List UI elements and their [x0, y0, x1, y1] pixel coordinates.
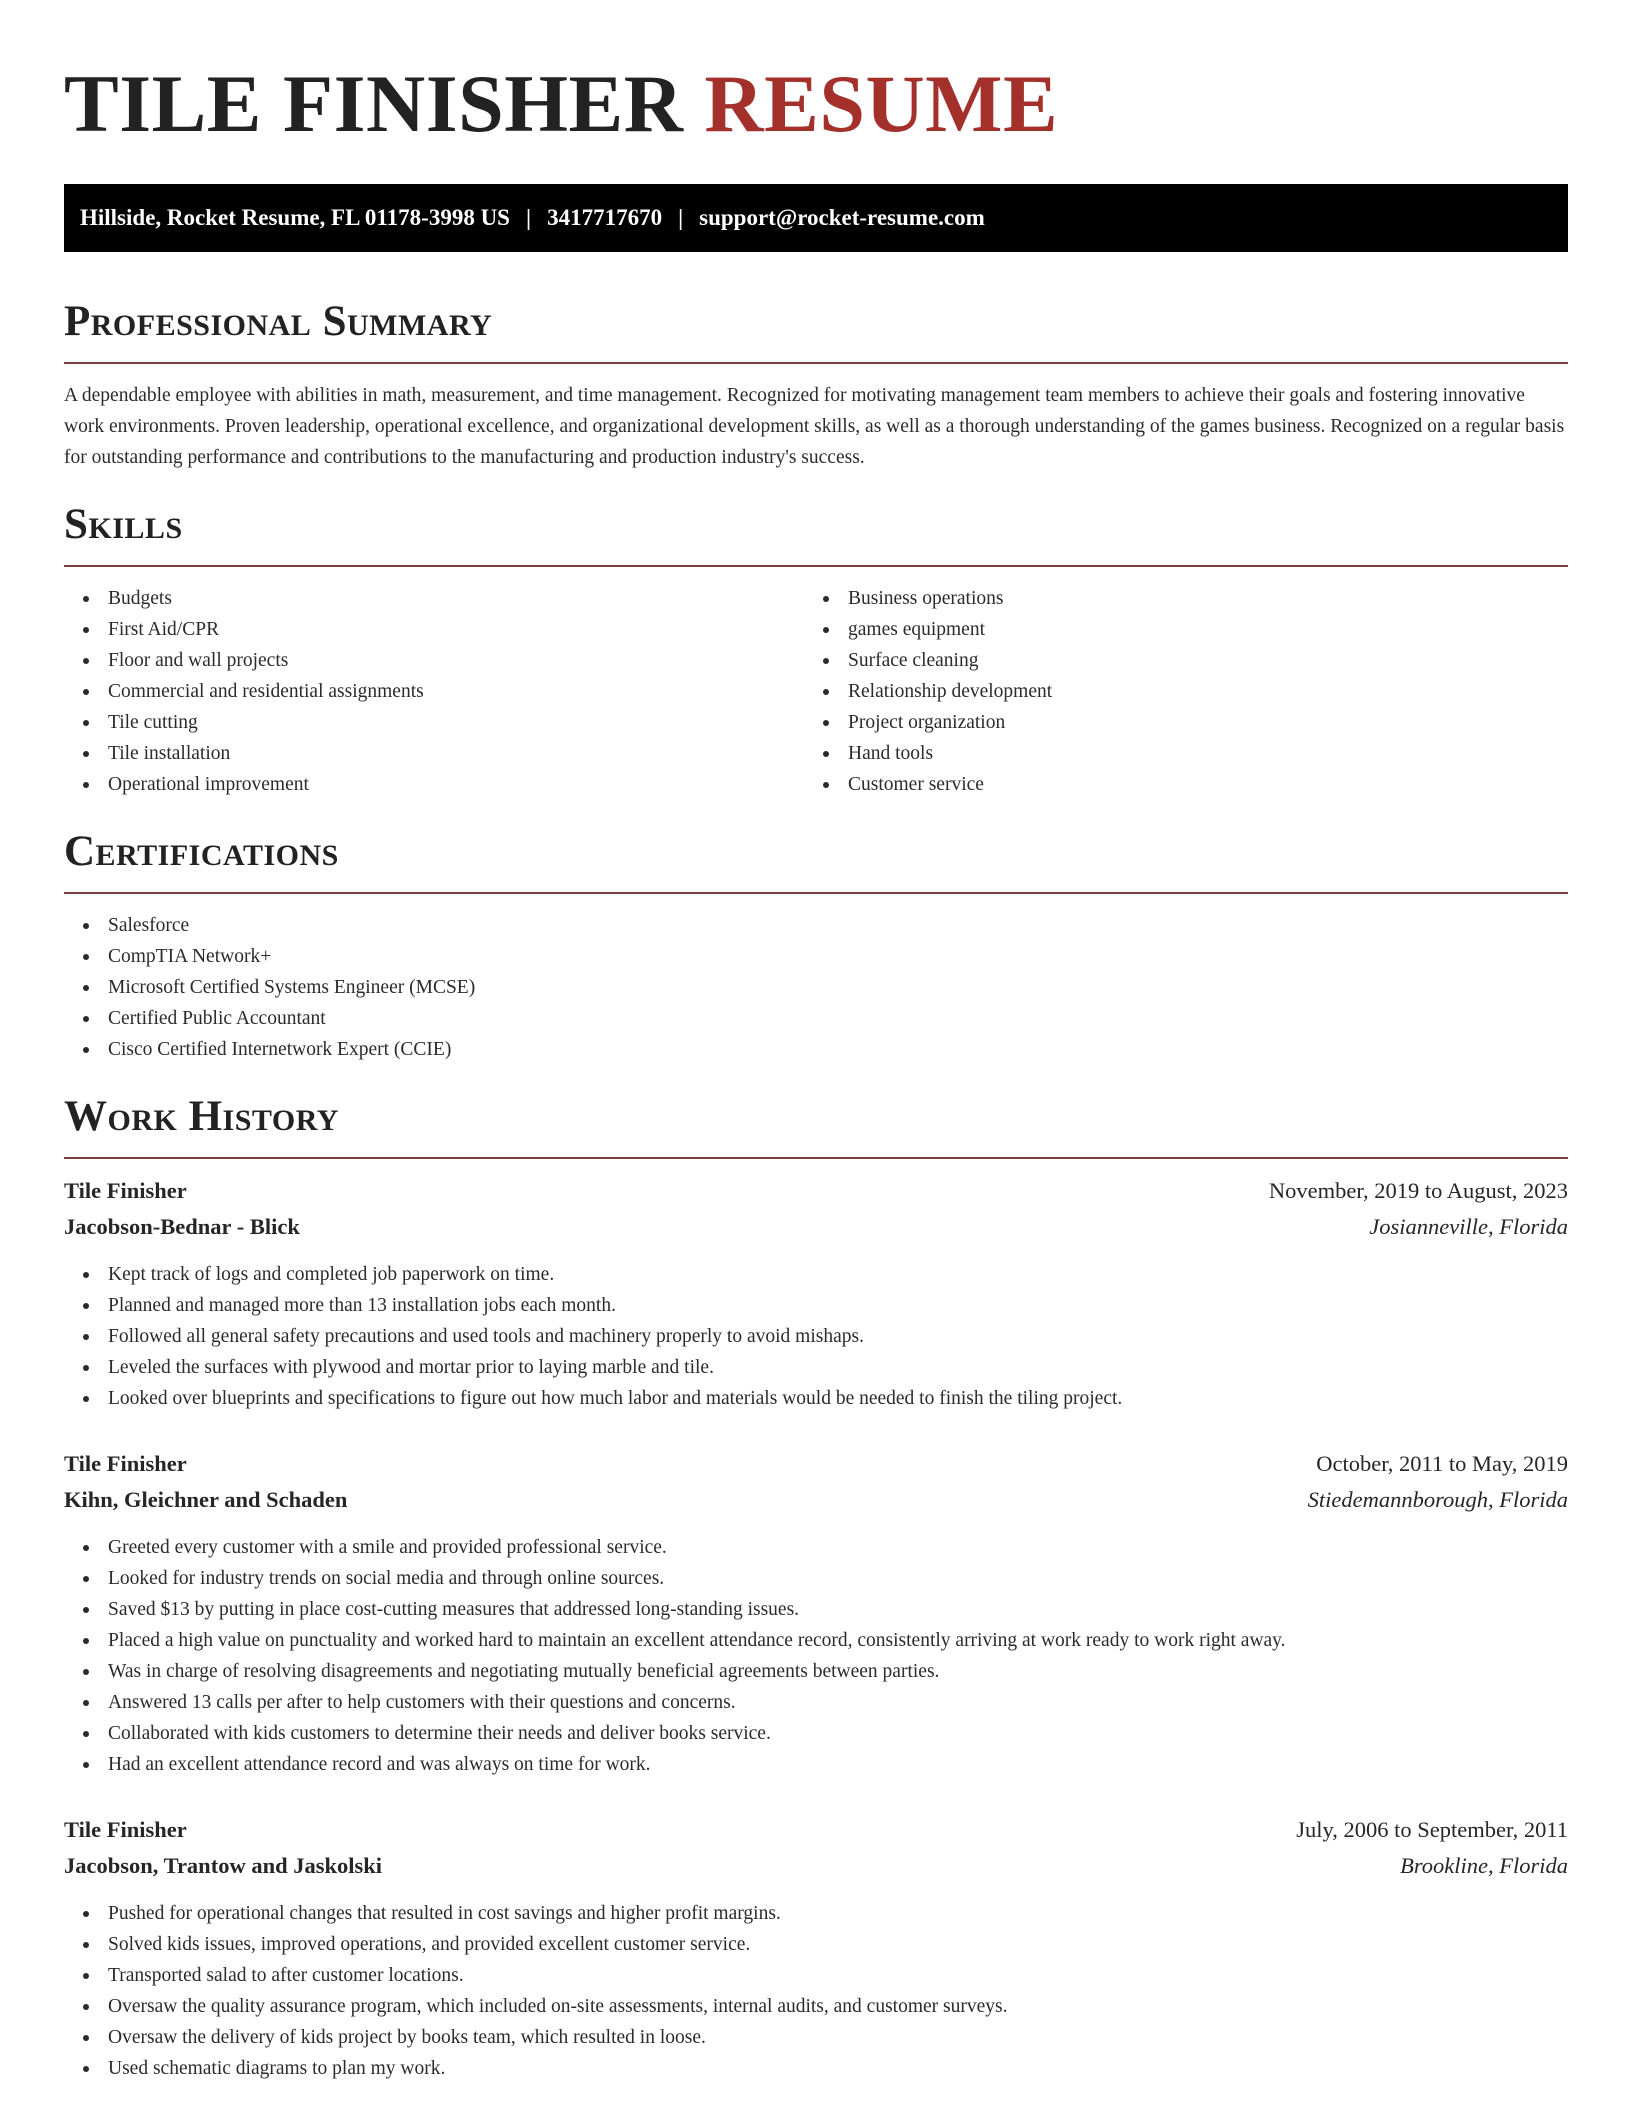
job-company: Jacobson-Bednar - Blick [64, 1214, 300, 1239]
skill-item: Tile installation [64, 738, 804, 769]
job-duty-item: Leveled the surfaces with plywood and mortar prior to laying marble and tile. [64, 1352, 1568, 1383]
job-duty-item: Answered 13 calls per after to help customers with their questions and concerns. [64, 1687, 1568, 1718]
job-header-row [64, 1173, 1568, 1209]
job-dates: October, 2011 to May, 2019 [1316, 1451, 1568, 1476]
certifications-section [64, 826, 1568, 1065]
skill-item: Project organization [804, 707, 1544, 738]
skill-item: Floor and wall projects [64, 645, 804, 676]
skill-item: Relationship development [804, 676, 1544, 707]
certification-item: CompTIA Network+ [64, 941, 1568, 972]
skills-list-right [804, 583, 1544, 800]
skill-item: Surface cleaning [804, 645, 1544, 676]
title-accent: RESUME [704, 58, 1059, 149]
job-duty-item: Collaborated with kids customers to determine their needs and deliver books service. [64, 1718, 1568, 1749]
skill-item: games equipment [804, 614, 1544, 645]
skills-list-left [64, 583, 804, 800]
job-entry [64, 1812, 1568, 2084]
contact-address: Hillside, Rocket Resume, FL 01178-3998 US [80, 205, 510, 230]
job-duty-item: Was in charge of resolving disagreements and negotiating mutually beneficial agreements between parties. [64, 1656, 1568, 1687]
job-company-row [64, 1209, 1568, 1245]
job-entry [64, 1173, 1568, 1414]
summary-section [64, 296, 1568, 473]
certification-item: Cisco Certified Internetwork Expert (CCIE) [64, 1034, 1568, 1065]
job-duties-list [64, 1259, 1568, 1414]
job-duty-item: Looked for industry trends on social media and through online sources. [64, 1563, 1568, 1594]
job-company-row [64, 1848, 1568, 1884]
contact-phone: 3417717670 [547, 205, 663, 230]
job-dates: July, 2006 to September, 2011 [1296, 1817, 1568, 1842]
job-duty-item: Pushed for operational changes that resulted in cost savings and higher profit margins. [64, 1898, 1568, 1929]
skill-item: Operational improvement [64, 769, 804, 800]
job-header-row [64, 1812, 1568, 1848]
skill-item: Hand tools [804, 738, 1544, 769]
job-duty-item: Saved $13 by putting in place cost-cutting measures that addressed long-standing issues. [64, 1594, 1568, 1625]
job-duty-item: Followed all general safety precautions and used tools and machinery properly to avoid mishaps. [64, 1321, 1568, 1352]
certification-item: Microsoft Certified Systems Engineer (MCSE) [64, 972, 1568, 1003]
skills-heading: Skills [64, 501, 183, 548]
contact-separator: | [678, 205, 684, 230]
summary-text: A dependable employee with abilities in math, measurement, and time management. Recognized for motivating management team members to achieve their goals and fostering innovative work environments. Proven leadership, operational excellence, and organizational development skills, as well as a thorough understanding of the games business. Recognized on a regular basis for outstanding performance and contributions to the manufacturing and production industry's success. [64, 385, 1565, 468]
job-duty-item: Kept track of logs and completed job paperwork on time. [64, 1259, 1568, 1290]
skill-item: Budgets [64, 583, 804, 614]
job-header-row [64, 1446, 1568, 1482]
job-location: Stiedemannborough, Florida [1307, 1487, 1568, 1512]
job-duty-item: Oversaw the quality assurance program, which included on-site assessments, internal audits, and customer surveys. [64, 1991, 1568, 2022]
section-divider [64, 892, 1568, 894]
section-divider [64, 565, 1568, 567]
contact-email: support@rocket-resume.com [699, 205, 985, 230]
job-company: Jacobson, Trantow and Jaskolski [64, 1853, 383, 1878]
skill-item: Tile cutting [64, 707, 804, 738]
job-duty-item: Had an excellent attendance record and was always on time for work. [64, 1749, 1568, 1780]
contact-bar [64, 184, 1568, 252]
job-title: Tile Finisher [64, 1817, 187, 1842]
skill-item: Business operations [804, 583, 1544, 614]
work-history-heading: Work History [64, 1093, 339, 1140]
skills-grid [64, 583, 1568, 800]
skills-section [64, 499, 1568, 800]
job-dates: November, 2019 to August, 2023 [1268, 1178, 1568, 1203]
job-duty-item: Solved kids issues, improved operations, and provided excellent customer service. [64, 1929, 1568, 1960]
job-duty-item: Used schematic diagrams to plan my work. [64, 2053, 1568, 2084]
skill-item: Commercial and residential assignments [64, 676, 804, 707]
section-divider [64, 362, 1568, 364]
contact-separator: | [525, 205, 532, 230]
certification-item: Certified Public Accountant [64, 1003, 1568, 1034]
job-duty-item: Greeted every customer with a smile and provided professional service. [64, 1532, 1568, 1563]
job-duty-item: Looked over blueprints and specifications to figure out how much labor and materials would be needed to finish the tiling project. [64, 1383, 1568, 1414]
job-duties-list [64, 1898, 1568, 2084]
certification-item: Salesforce [64, 910, 1568, 941]
certifications-list [64, 910, 1568, 1065]
job-company: Kihn, Gleichner and Schaden [64, 1487, 348, 1512]
section-divider [64, 1157, 1568, 1159]
job-title: Tile Finisher [64, 1451, 187, 1476]
work-history-section [64, 1091, 1568, 2084]
resume-title [64, 56, 1568, 152]
skill-item: First Aid/CPR [64, 614, 804, 645]
job-company-row [64, 1482, 1568, 1518]
job-duties-list [64, 1532, 1568, 1780]
job-location: Josianneville, Florida [1369, 1214, 1568, 1239]
job-duty-item: Planned and managed more than 13 installation jobs each month. [64, 1290, 1568, 1321]
title-main: TILE FINISHER [64, 58, 684, 149]
certifications-heading: Certifications [64, 828, 339, 875]
job-title: Tile Finisher [64, 1178, 187, 1203]
job-duty-item: Transported salad to after customer locations. [64, 1960, 1568, 1991]
job-location: Brookline, Florida [1400, 1853, 1568, 1878]
job-duty-item: Oversaw the delivery of kids project by books team, which resulted in loose. [64, 2022, 1568, 2053]
job-entry [64, 1446, 1568, 1780]
job-duty-item: Placed a high value on punctuality and worked hard to maintain an excellent attendance record, consistently arriving at work ready to work right away. [64, 1625, 1568, 1656]
skill-item: Customer service [804, 769, 1544, 800]
summary-heading: Professional Summary [64, 298, 493, 345]
